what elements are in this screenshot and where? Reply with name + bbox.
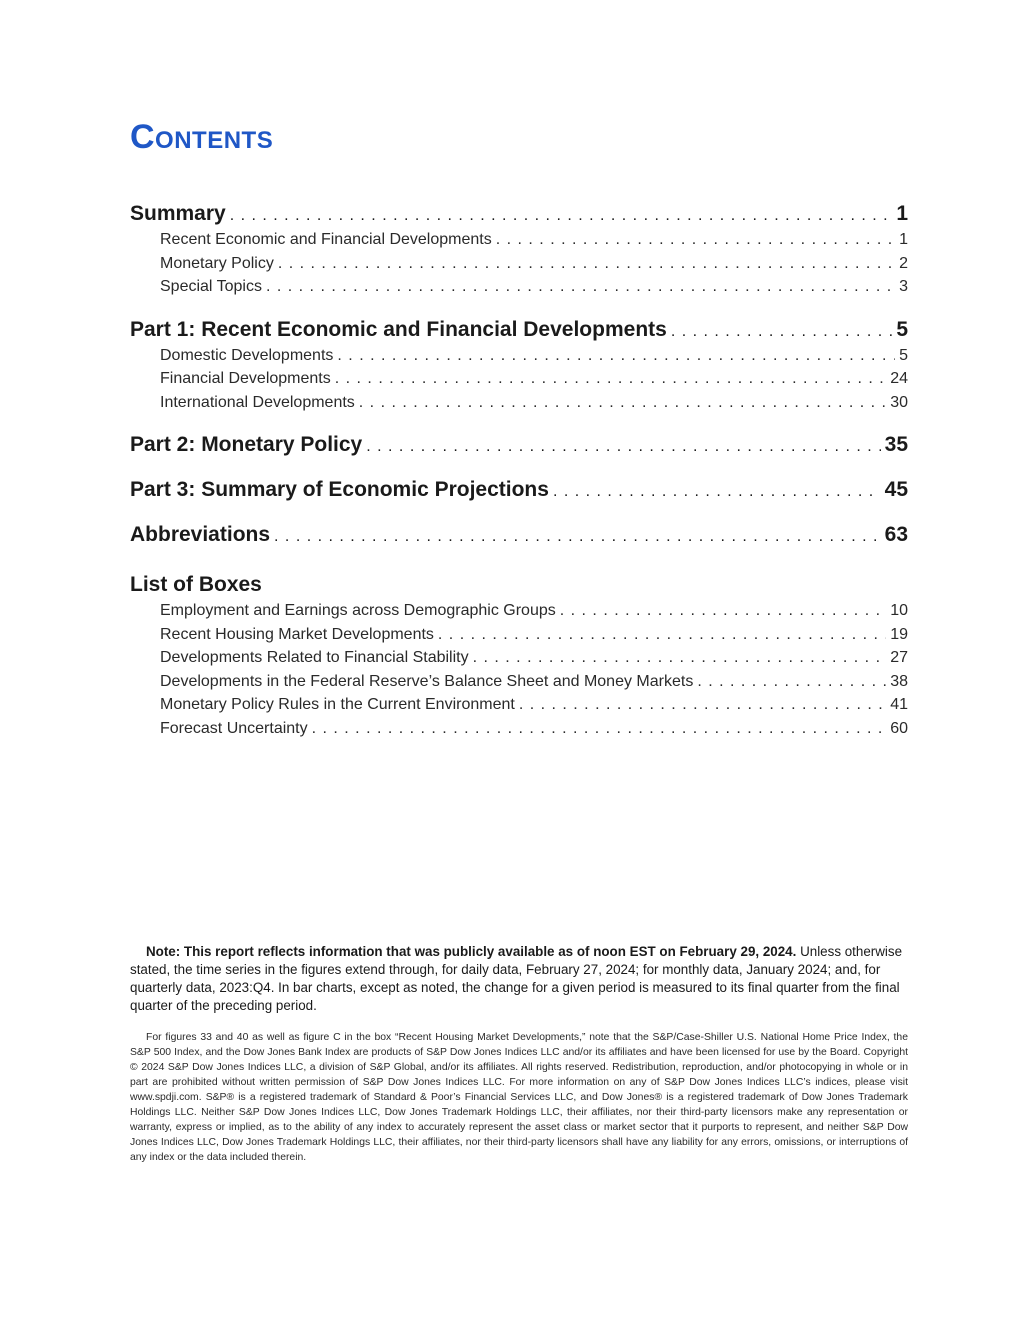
toc-page-number: 24 [890,370,908,387]
toc-entry-summary[interactable] [130,200,908,228]
box-entry[interactable] [130,693,908,717]
dot-leader [359,391,886,415]
toc-page-number: 5 [899,346,908,364]
toc-entry-label: Financial Developments [160,370,331,387]
toc-page-number: 38 [890,672,908,690]
toc-entry-label: Part 2: Monetary Policy [130,433,363,456]
toc-page-number: 41 [890,696,908,713]
toc-page-number: 30 [890,393,908,411]
toc-entry-label: Domestic Developments [160,346,334,364]
box-entry[interactable] [130,670,908,694]
dot-leader [337,344,895,368]
dot-leader [230,202,893,228]
box-entry[interactable] [130,599,908,623]
toc-entry-label: Forecast Uncertainty [160,719,308,737]
toc-page-number: 5 [896,317,908,341]
dot-leader [438,623,886,647]
toc-subentry[interactable] [130,275,908,299]
dot-leader [496,228,895,252]
toc-section-part2 [130,431,908,459]
toc-page-number: 2 [899,254,908,272]
toc-entry-label: International Developments [160,393,355,411]
dot-leader [671,318,893,344]
box-entry[interactable] [130,646,908,670]
toc-page-number: 1 [896,202,908,225]
toc-entry-abbreviations[interactable] [130,521,908,549]
toc-subentry[interactable] [130,252,908,276]
toc-entry-part2[interactable] [130,431,908,459]
toc-page-number: 1 [899,231,908,248]
table-of-contents [130,200,908,740]
dot-leader [335,367,886,391]
toc-subentry[interactable] [130,391,908,415]
toc-entry-label: Summary [130,202,226,225]
dot-leader [274,523,881,549]
toc-entry-label: Developments in the Federal Reserve’s Balance Sheet and Money Markets [160,672,694,690]
box-entry[interactable] [130,623,908,647]
toc-entry-label: Employment and Earnings across Demographic Groups [160,602,556,619]
toc-entry-label: Monetary Policy Rules in the Current Environment [160,696,515,713]
dot-leader [553,478,881,504]
toc-section-part3 [130,476,908,504]
toc-page-number: 27 [890,649,908,666]
toc-page-number: 3 [899,278,908,295]
toc-subentry[interactable] [130,367,908,391]
toc-page-number: 63 [884,523,908,546]
list-of-boxes-heading: List of Boxes [130,573,262,596]
toc-section-part1 [130,316,908,415]
toc-section-summary [130,200,908,299]
toc-subentry[interactable] [130,344,908,368]
toc-entry-label: Recent Housing Market Developments [160,625,434,643]
report-note [130,943,908,1015]
toc-entry-part1[interactable] [130,316,908,344]
dot-leader [266,275,895,299]
dot-leader [697,670,886,694]
copyright-fine-print: For figures 33 and 40 as well as figure C in the box “Recent Housing Market Developments,” note that the S&P/Case-Shiller U.S. National Home Price Index, the S&P 500 Index, and the Dow Jones Bank Index are products of S&P Dow Jones Indices LLC and/or its affiliates and have been licensed for use by the Board. Copyright © 2024 S&P Dow Jones Indices LLC, a division of S&P Global, and/or its affiliates. All rights reserved. Redistribution, reproduction, and/or photocopying in whole or in part are prohibited without written permission of S&P Dow Jones Indices LLC. For more information on any of S&P Dow Jones Indices LLC’s indices, please visit www.spdji.com. S&P® is a registered trademark of Standard & Poor’s Financial Services LLC, and Dow Jones® is a registered trademark of Dow Jones Trademark Holdings LLC. Neither S&P Dow Jones Indices LLC, Dow Jones Trademark Holdings LLC, their affiliates, nor their third-party licensors make any representation or warranty, express or implied, as to the ability of any index to accurately represent the asset class or market sector that it purports to represent, and neither S&P Dow Jones Indices LLC, Dow Jones Trademark Holdings LLC, their affiliates, nor their third-party licensors shall have any liability for any errors, omissions, or interruptions of any index or the data included therein. [130,1032,908,1163]
toc-page-number: 60 [890,719,908,737]
dot-leader [366,433,880,459]
list-of-boxes [130,599,908,740]
note-lead: Note: This report reflects information that was publicly available as of noon EST on February 29, 2024. [146,944,797,959]
toc-entry-label: Part 1: Recent Economic and Financial Developments [130,317,667,341]
toc-page-number: 45 [884,478,908,501]
toc-page-number: 19 [890,625,908,643]
dot-leader [278,252,895,276]
toc-entry-label: Part 3: Summary of Economic Projections [130,478,549,501]
toc-entry-label: Abbreviations [130,523,271,546]
toc-page-number: 35 [884,433,908,456]
dot-leader [473,646,887,670]
toc-entry-label: Recent Economic and Financial Developments [160,231,492,248]
toc-entry-label: Monetary Policy [160,254,274,272]
toc-entry-label: Developments Related to Financial Stability [160,649,469,666]
dot-leader [560,599,886,623]
dot-leader [519,693,886,717]
toc-page-number: 10 [890,602,908,619]
dot-leader [312,717,887,741]
toc-entry-part3[interactable] [130,476,908,504]
note-body: Unless otherwise stated, the time series in the figures extend through, for daily data, February 27, 2024; for monthly data, January 2024; and, for quarterly data, 2023:Q4. In bar charts, except as noted, the change for a given period is measured to its final quarter from the final quarter of the preceding period. [130,944,903,1013]
toc-entry-label: Special Topics [160,278,262,295]
page-title: Contents [130,118,274,156]
box-entry[interactable] [130,717,908,741]
toc-section-abbreviations [130,521,908,549]
toc-subentry[interactable] [130,228,908,252]
